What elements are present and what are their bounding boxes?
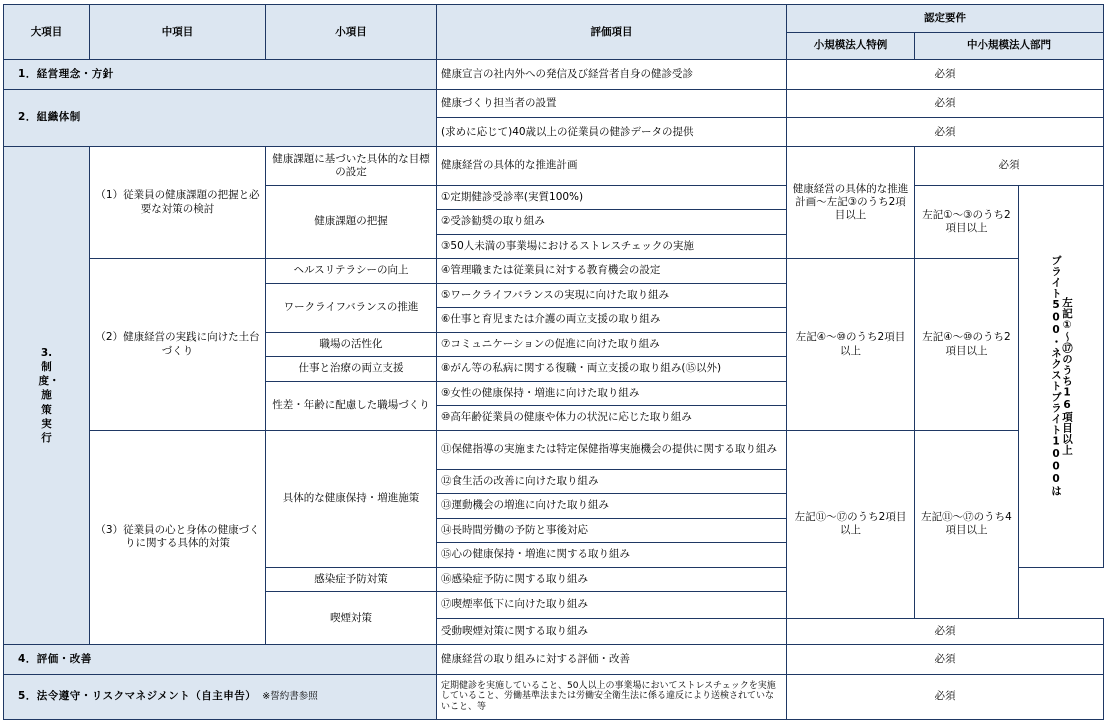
s3-sub3-item-7: ⑰喫煙率低下に向けた取り組み xyxy=(437,592,787,619)
s3-sub2-row-1 xyxy=(4,259,1104,284)
s3-sub3-item-4: ⑭長時間労働の予防と事後対応 xyxy=(437,518,787,543)
s3-sub2-req-mid: 左記④～⑩のうち2項目以上 xyxy=(915,259,1019,431)
s3-sub1-req-small: 健康経営の具体的な推進計画～左記③のうち2項目以上 xyxy=(787,146,915,258)
header-col-mid: 中小規模法人部門 xyxy=(915,32,1104,60)
section-5-note: ※誓約書参照 xyxy=(262,691,318,703)
bright-500-note xyxy=(1019,185,1104,567)
section-4-item: 健康経営の取り組みに対する評価・改善 xyxy=(437,645,787,675)
s3-sub1-req-mid-top: 必須 xyxy=(915,146,1104,185)
s3-sub2-item-7: ⑩高年齢従業員の健康や体力の状況に応じた取り組み xyxy=(437,406,787,431)
section-2-req-1: 必須 xyxy=(787,89,1104,118)
bright-note-col-1: ブライト500・ネクストブライト1000は xyxy=(1050,255,1062,497)
s3-sub2-req-small: 左記④～⑩のうち2項目以上 xyxy=(787,259,915,431)
s3-sub2-item-6: ⑨女性の健康保持・増進に向けた取り組み xyxy=(437,381,787,406)
s3-sub3-item-6: ⑯感染症予防に関する取り組み xyxy=(437,567,787,592)
section-1-title: 1．経営理念・方針 xyxy=(4,60,437,90)
section-2-item-1: 健康づくり担当者の設置 xyxy=(437,89,787,118)
section-4-title: 4．評価・改善 xyxy=(4,645,437,675)
s3-sub2-item-5: ⑧がん等の私病に関する復職・両立支援の取り組み(⑮以外) xyxy=(437,357,787,382)
section-1-item: 健康宣言の社内外への発信及び経営者自身の健診受診 xyxy=(437,60,787,90)
s3-sub3-label: （3）従業員の心と身体の健康づくりに関する具体的対策 xyxy=(90,430,266,644)
section-3-number: 3. xyxy=(40,346,53,359)
section-2-row-1 xyxy=(4,89,1104,118)
s3-sub2-small-1: ヘルスリテラシーの向上 xyxy=(266,259,437,284)
s3-sub2-item-4: ⑦コミュニケーションの促進に向けた取り組み xyxy=(437,332,787,357)
s3-sub2-small-2: ワークライフバランスの推進 xyxy=(266,283,437,332)
s3-sub2-label: （2）健康経営の実践に向けた土台づくり xyxy=(90,259,266,431)
section-4-row xyxy=(4,645,1104,675)
bright-note-wrapper xyxy=(1019,186,1103,567)
section-1-req: 必須 xyxy=(787,60,1104,90)
s3-sub1-small-1: 健康課題に基づいた具体的な目標の設定 xyxy=(266,146,437,185)
header-shokomoku: 小項目 xyxy=(266,5,437,60)
section-1-row xyxy=(4,60,1104,90)
header-nintei: 認定要件 xyxy=(787,5,1104,33)
s3-sub1-item-4: ③50人未満の事業場におけるストレスチェックの実施 xyxy=(437,234,787,259)
s3-sub3-small-2: 感染症予防対策 xyxy=(266,567,437,592)
s3-sub1-req-mid: 左記①～③のうち2項目以上 xyxy=(915,185,1019,259)
s3-sub1-item-2: ①定期健診受診率(実質100%) xyxy=(437,185,787,210)
s3-sub1-item-1: 健康経営の具体的な推進計画 xyxy=(437,146,787,185)
bright-note-col-2: 左記①～⑰のうち16項目以上 xyxy=(1061,296,1074,456)
header-col-small: 小規模法人特例 xyxy=(787,32,915,60)
s3-sub2-small-5: 性差・年齢に配慮した職場づくり xyxy=(266,381,437,430)
s3-sub1-row-1 xyxy=(4,146,1104,185)
section-5-item: 定期健診を実施していること、50人以上の事業場においてストレスチェックを実施していること、労働基準法または労働安全衛生法に係る違反により送検されていないこと、等 xyxy=(437,674,787,719)
header-daikomoku: 大項目 xyxy=(4,5,90,60)
s3-sub3-req-8: 必須 xyxy=(787,618,1104,645)
section-5-title-cell xyxy=(4,674,437,719)
s3-sub2-item-1: ④管理職または従業員に対する教育機会の設定 xyxy=(437,259,787,284)
s3-sub2-small-3: 職場の活性化 xyxy=(266,332,437,357)
s3-sub3-small-1: 具体的な健康保持・増進施策 xyxy=(266,430,437,567)
section-2-item-2: (求めに応じて)40歳以上の従業員の健診データの提供 xyxy=(437,118,787,147)
s3-sub2-small-4: 仕事と治療の両立支援 xyxy=(266,357,437,382)
s3-sub3-item-2: ⑫食生活の改善に向けた取り組み xyxy=(437,469,787,494)
s3-sub1-small-2: 健康課題の把握 xyxy=(266,185,437,259)
s3-sub3-req-small: 左記⑪～⑰のうち2項目以上 xyxy=(787,430,915,618)
section-5-row xyxy=(4,674,1104,719)
s3-sub3-row-1 xyxy=(4,430,1104,469)
s3-sub1-item-3: ②受診勧奨の取り組み xyxy=(437,210,787,235)
s3-sub3-small-3: 喫煙対策 xyxy=(266,592,437,645)
section-5-req: 必須 xyxy=(787,674,1104,719)
s3-sub3-item-8: 受動喫煙対策に関する取り組み xyxy=(437,618,787,645)
s3-sub2-item-2: ⑤ワークライフバランスの実現に向けた取り組み xyxy=(437,283,787,308)
s3-sub3-item-1: ⑪保健指導の実施または特定保健指導実施機会の提供に関する取り組み xyxy=(437,430,787,469)
section-5-title: 5．法令遵守・リスクマネジメント（自主申告） xyxy=(18,690,257,703)
section-3-text: 制度・施策実行 xyxy=(38,361,60,444)
s3-sub2-item-3: ⑥仕事と育児または介護の両立支援の取り組み xyxy=(437,308,787,333)
section-4-req: 必須 xyxy=(787,645,1104,675)
section-2-title: 2．組織体制 xyxy=(4,89,437,146)
header-hyoka: 評価項目 xyxy=(437,5,787,60)
requirements-table xyxy=(3,4,1104,720)
section-2-req-2: 必須 xyxy=(787,118,1104,147)
s3-sub1-label: （1）従業員の健康課題の把握と必要な対策の検討 xyxy=(90,146,266,258)
header-chukomoku: 中項目 xyxy=(90,5,266,60)
section-3-title xyxy=(4,146,90,644)
s3-sub3-req-mid: 左記⑪～⑰のうち4項目以上 xyxy=(915,430,1019,618)
s3-sub3-item-3: ⑬運動機会の増進に向けた取り組み xyxy=(437,494,787,519)
s3-sub3-item-5: ⑮心の健康保持・増進に関する取り組み xyxy=(437,543,787,568)
